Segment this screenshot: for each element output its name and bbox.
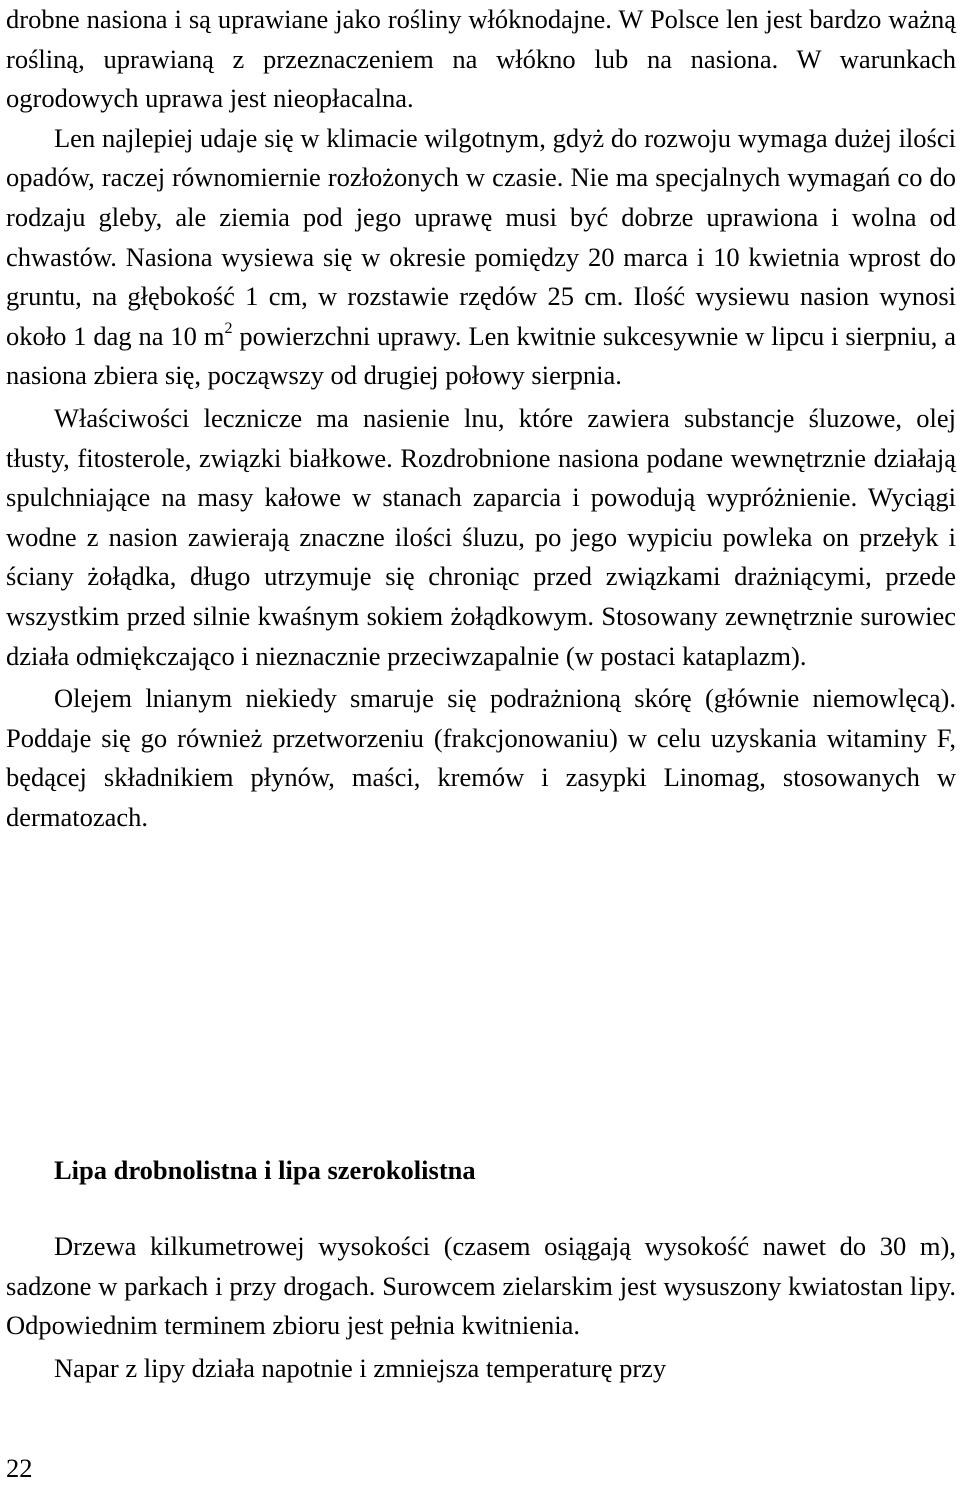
cultivation-text: Len najlepiej udaje się w klimacie wilgotnym, gdyż do rozwoju wymaga dużej ilości opadów, raczej równomiernie rozłożonych w czasie. Nie ma specjalnych wymagań co do rodzaju gleby, ale ziemia pod jego uprawę musi być dobrze uprawiona i wolna od chwastów. Nasiona wysiewa się w okresie pomiędzy 20 marca i 10 kwietnia wprost do gruntu, na głębokość 1 cm, w rozstawie rzędów 25 cm. Ilość wysiewu nasion wynosi około 1 dag na 10 m [6, 122, 956, 351]
cultivation-text-continued: powierzchni uprawy. Len kwitnie sukcesywnie w lipcu i sierpniu, a nasiona zbiera się, począwszy od drugiej połowy sierpnia. [6, 320, 956, 391]
paragraph-flax-intro: drobne nasiona i są uprawiane jako rośliny włóknodajne. W Polsce len jest bardzo ważną rośliną, uprawianą z przeznaczeniem na włókno lub na nasiona. W warunkach ogrodowych uprawa jest nieopłacalna. [6, 4, 956, 114]
paragraph-flax-medicinal: Właściwości lecznicze ma nasienie lnu, które zawiera substancje śluzowe, olej tłusty, fitosterole, związki białkowe. Rozdrobnione nasiona podane wewnętrznie działają spulchniające na masy kałowe w stanach zaparcia i powodują wypróżnienie. Wyciągi wodne z nasion zawierają znaczne ilości śluzu, po jego wypiciu powleka on przełyk i ściany żołądka, długo utrzymuje się chroniąc przed związkami drażniącymi, przede wszystkim przed silnie kwaśnym sokiem żołądkowym. Stosowany zewnętrznie surowiec działa odmiękczająco i nieznacznie przeciwzapalnie (w postaci kataplazm). [6, 402, 956, 671]
section-heading: Lipa drobnolistna i lipa szerokolistna [54, 1155, 476, 1185]
paragraph-linden-description: Drzewa kilkumetrowej wysokości (czasem osiągają wysokość nawet do 30 m), sadzone w parkach i przy drogach. Surowcem zielarskim jest wysuszony kwiatostan lipy. Odpowiednim terminem zbioru jest pełnia kwitnienia. [6, 1231, 956, 1341]
section-linden [6, 1227, 956, 1388]
superscript-exponent: 2 [224, 319, 233, 337]
paragraph-flax-oil: Olejem lnianym niekiedy smaruje się podrażnioną skórę (głównie niemowlęcą). Poddaje się go również przetworzeniu (frakcjonowaniu) w celu uzyskania witaminy F, będącej składnikiem płynów, maści, kremów i zasypki Linomag, stosowanych w dermatozach. [6, 683, 956, 832]
paragraph-flax-cultivation [6, 119, 956, 396]
page-text [6, 0, 956, 837]
page-number: 22 [6, 1453, 33, 1483]
paragraph-linden-use: Napar z lipy działa napotnie i zmniejsza temperaturę przy [54, 1352, 667, 1383]
